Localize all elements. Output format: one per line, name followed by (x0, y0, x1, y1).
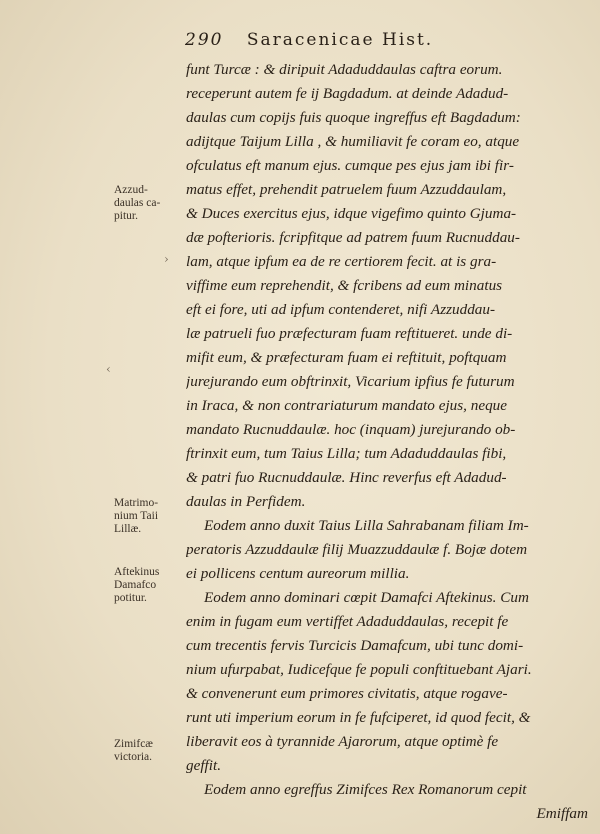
text-line: enim in fugam eum vertiffet Adaduddaulas, recepit fe (186, 613, 509, 630)
text-line: dæ pofterioris. fcripfitque ad patrem fuum Rucnuddau- (186, 229, 520, 246)
text-line: peratoris Azzuddaulæ filij Muazzuddaulæ f. Bojæ dotem (186, 541, 528, 558)
margin-mark: › (164, 252, 169, 266)
text-line: runt uti imperium eorum in fe fufciperet, id quod fecit, & (186, 709, 531, 726)
text-line: jurejurando eum obftrinxit, Vicarium ipfius fe futurum (186, 373, 515, 390)
text-line: viffime eum reprehendit, & fcribens ad eum minatus (186, 277, 503, 294)
text-line: mifit eum, & præfecturam fuam ei reftituit, poftquam (186, 349, 507, 366)
margin-note-line: daulas ca- (114, 197, 161, 209)
margin-note-line: nium Taii (114, 510, 159, 522)
text-line: & convenerunt eum primores civitatis, atque rogave- (186, 685, 508, 702)
body-text (186, 58, 588, 826)
text-line: ftrinxit eum, tum Taius Lilla; tum Adaduddaulas fibi, (186, 445, 507, 462)
text-line: cum trecentis fervis Turcicis Damafcum, ubi tunc domi- (186, 637, 524, 654)
text-line: & Duces exercitus ejus, idque vigefimo quinto Gjuma- (186, 205, 517, 222)
margin-note-line: Matrimo- (114, 497, 159, 509)
text-line: & patri fuo Rucnuddaulæ. Hinc reverfus eft Adadud- (186, 469, 507, 486)
margin-note-line: Azzud- (114, 184, 148, 196)
text-line: nium ufurpabat, Iudicefque fe populi conftituebant Ajari. (186, 661, 532, 678)
text-line: Eodem anno dominari cœpit Damafci Aftekinus. Cum (204, 589, 529, 606)
text-line: adijtque Taijum Lilla , & humiliavit fe coram eo, atque (186, 133, 520, 150)
page-number: 290 (185, 30, 224, 50)
margin-note-azzuddaulas (114, 184, 180, 223)
page-header (185, 30, 433, 50)
margin-note-line: Lillæ. (114, 523, 142, 535)
text-line: eft ei fore, uti ad ipfum contenderet, nifi Azzuddau- (186, 301, 496, 318)
text-line: matus effet, prehendit patruelem fuum Azzuddaulam, (186, 181, 507, 198)
margin-note-line: Zimifcæ (114, 738, 153, 750)
text-line: læ patrueli fuo præfecturam fuam reftitueret. unde di- (186, 325, 513, 342)
text-line: lam, atque ipfum ea de re certiorem fecit. at is gra- (186, 253, 497, 270)
margin-note-line: Damafco (114, 579, 157, 591)
text-line: mandato Rucnuddaulæ. hoc (inquam) jurejurando ob- (186, 421, 516, 438)
margin-note-line: victoria. (114, 751, 152, 763)
text-line: receperunt autem fe ij Bagdadum. at deinde Adadud- (186, 85, 509, 102)
margin-mark: ‹ (106, 362, 111, 376)
margin-note-zimiscae (114, 738, 180, 764)
text-line: daulas cum copijs fuis quoque ingreffus eft Bagdadum: (186, 109, 521, 126)
margin-note-line: potitur. (114, 592, 147, 604)
text-line: liberavit eos à tyrannide Ajarorum, atque optimè fe (186, 733, 499, 750)
margin-note-aftekinus (114, 566, 180, 605)
running-title: Saracenicae Hist. (246, 30, 434, 50)
text-line: ei pollicens centum aureorum millia. (186, 565, 410, 582)
text-line: in Iraca, & non contrariaturum mandato ejus, neque (186, 397, 508, 414)
text-line: Eodem anno egreffus Zimifces Rex Romanorum cepit (204, 781, 527, 798)
margin-note-line: Aftekinus (114, 566, 160, 578)
text-line: funt Turcæ : & diripuit Adaduddaulas caftra eorum. (186, 61, 503, 78)
text-line: geffit. (186, 757, 222, 774)
text-line: Eodem anno duxit Taius Lilla Sahrabanam filiam Im- (204, 517, 529, 534)
margin-note-line: pitur. (114, 210, 138, 222)
text-line: ofculatus eft manum ejus. cumque pes ejus jam ibi fir- (186, 157, 514, 174)
catchword: Emiffam (536, 805, 588, 822)
text-line: daulas in Perfidem. (186, 493, 306, 510)
margin-note-matrimonium (114, 497, 180, 536)
